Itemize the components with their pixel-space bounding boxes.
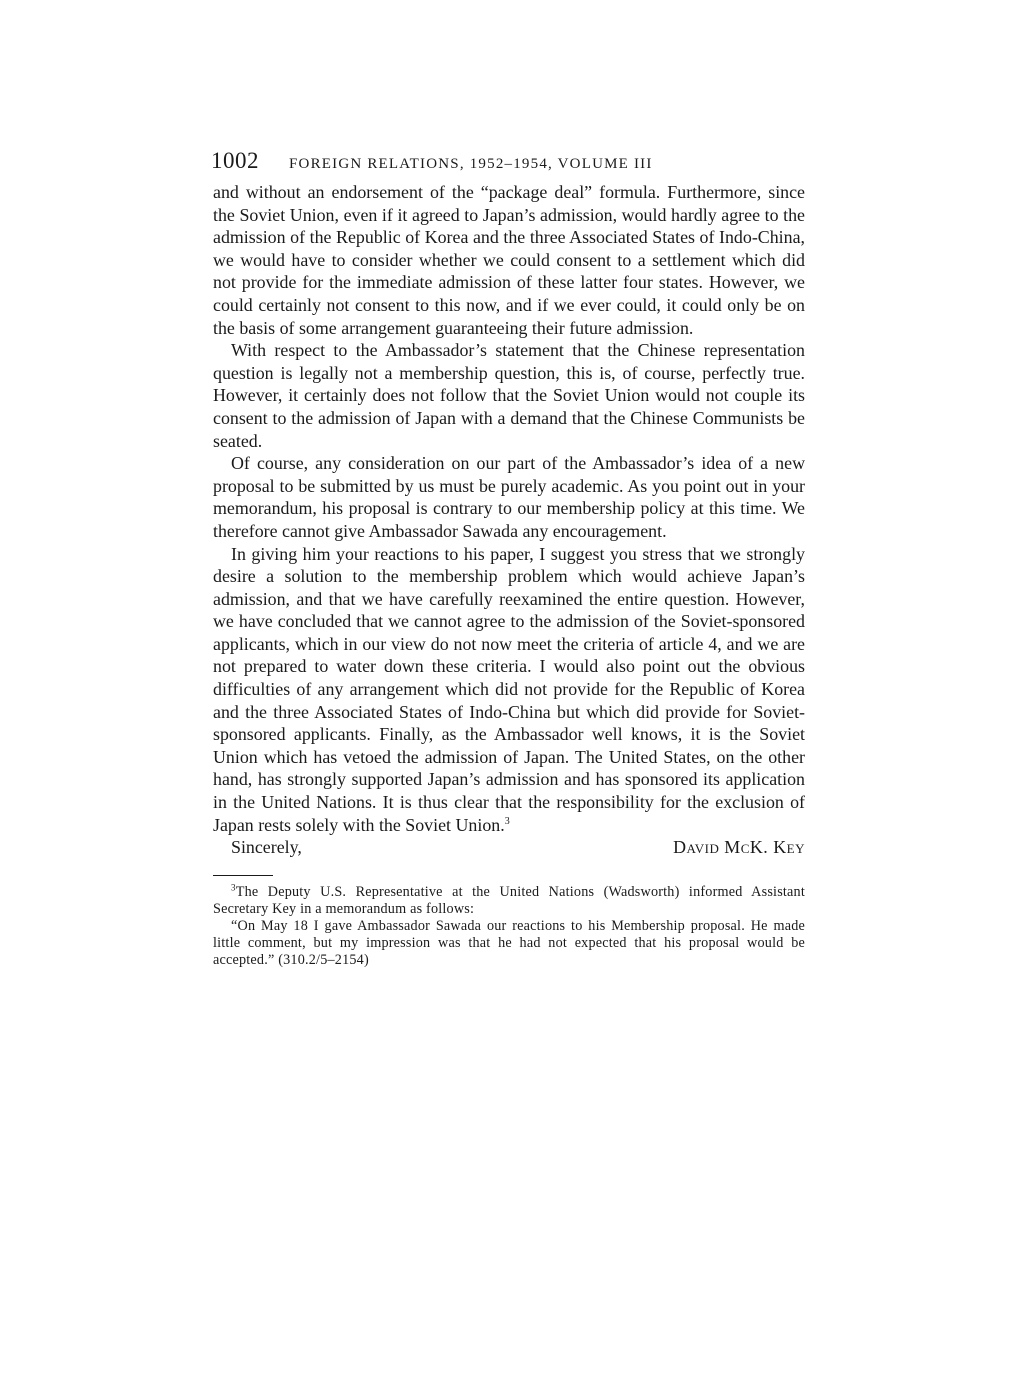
running-head-title: FOREIGN RELATIONS, 1952–1954, VOLUME III <box>289 156 653 172</box>
document-page <box>213 148 805 969</box>
footnote-reference: 3 <box>504 815 510 827</box>
paragraph-text: In giving him your reactions to his paper, I suggest you stress that we strongly desire a solution to the membership problem which would achieve Japan’s admission, and that we have carefully reexamined the entire question. However, we have concluded that we cannot agree to the admission of the Soviet-sponsored applicants, which in our view do not now meet the criteria of article 4, and we are not prepared to water down these criteria. I would also point out the obvious difficulties of any arrangement which did not provide for the Republic of Korea and the three Associated States of Indo-China but which did provide for Soviet-sponsored applicants. Finally, as the Ambassador well knows, it is the Soviet Union which has vetoed the admission of Japan. The United States, on the other hand, has strongly supported Japan’s admission and has sponsored its application in the United Nations. It is thus clear that the responsibility for the exclusion of Japan rests solely with the Soviet Union. <box>213 543 805 835</box>
signature: David McK. Key <box>673 837 805 858</box>
footnote <box>213 884 805 918</box>
paragraph <box>213 543 805 837</box>
footnote-text: The Deputy U.S. Representative at the United Nations (Wadsworth) informed Assistant Secretary Key in a memorandum as follows: <box>213 883 805 917</box>
paragraph: With respect to the Ambassador’s statement that the Chinese representation question is legally not a membership question, this is, of course, perfectly true. However, it certainly does not follow that the Soviet Union would not couple its consent to the admission of Japan with a demand that the Chinese Communists be seated. <box>213 340 805 451</box>
paragraph: Of course, any consideration on our part of the Ambassador’s idea of a new proposal to be submitted by us must be purely academic. As you point out in your memorandum, his proposal is contrary to our membership policy at this time. We therefore cannot give Ambassador Sawada any encouragement. <box>213 453 805 541</box>
footnote-marker: 3 <box>231 882 236 893</box>
running-head <box>211 148 805 178</box>
letter-closing <box>213 836 805 859</box>
letter-body <box>213 181 805 836</box>
paragraph: and without an endorsement of the “package deal” formula. Furthermore, since the Soviet Union, even if it agreed to Japan’s admission, would hardly agree to the admission of the Republic of Korea and the three Associated States of Indo-China, we would have to consider whether we could consent to a settlement which did not provide for the immediate admission of these latter four states. However, we could certainly not consent to this now, and if we ever could, it could only be on the basis of some arrangement guaranteeing their future admission. <box>213 182 805 338</box>
footnote-divider <box>213 875 273 876</box>
footnote-quote: “On May 18 I gave Ambassador Sawada our reactions to his Membership proposal. He made little comment, but my impression was that he had not expected that his proposal would be accepted.” (310.2/5–2154) <box>213 917 805 968</box>
complimentary-close: Sincerely, <box>231 837 302 858</box>
page-number: 1002 <box>211 148 259 173</box>
